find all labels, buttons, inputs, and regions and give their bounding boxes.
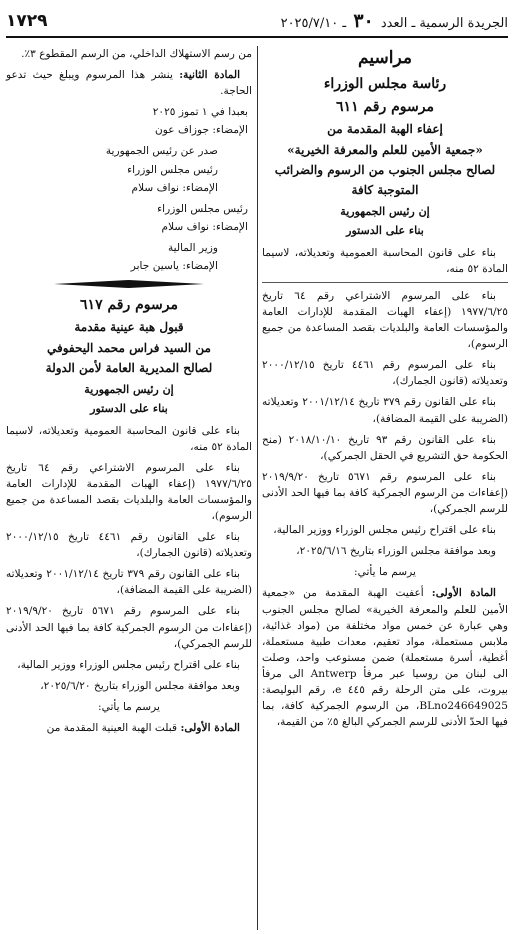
page-header [6,6,508,38]
article-2-text: ينشر هذا المرسوم ويبلغ حيث تدعو الحاجة. [6,69,252,98]
right-column [262,46,508,934]
preamble-617-3: بناء على القانون رقم ٤٤٦١ تاريخ ٢٠٠٠/١٢/١٥ وتعديلاته (قانون الجمارك)، [6,531,252,560]
decree-title-line-4: المتوجبة كافة [351,183,419,198]
article-617-1 [6,720,252,736]
president-line: إن رئيس الجمهورية [340,205,430,219]
decree-617-title-2: من السيد فراس محمد اليحفوفي [46,340,211,355]
authority-title: رئاسة مجلس الوزراء [323,75,447,92]
preamble-3: بناء على المرسوم رقم ٤٤٦١ تاريخ ٢٠٠٠/١٢/١٥ وتعديلاته (قانون الجمارك)، [262,359,508,388]
preamble-6: بناء على المرسوم رقم ٥٦٧١ تاريخ ٢٠١٩/٩/٢٠ (إعفاءات من الرسوم الجمركية كافة بما فيها الحد الأدنى للرسم الجمركي)، [262,470,508,516]
preamble-2: بناء على المرسوم الاشتراعي رقم ٦٤ تاريخ ١٩٧٧/٦/٢٥ (إعفاء الهبات المقدمة للإدارات العامة والمؤسسات العامة والبلديات بقصد المساعدة من جميع الرسوم)، [262,289,508,351]
article-617-1-label: المادة الأولى: [180,722,240,735]
signature-salam-2: الإمضاء: نواف سلام [161,220,248,233]
issued-by: صدر عن رئيس الجمهورية [105,145,218,158]
preamble-8: وبعد موافقة مجلس الوزراء بتاريخ ٢٠٢٥/٦/١٦، [296,545,496,558]
decree-formula: يرسم ما يأتي: [354,566,416,579]
preamble-617-6: بناء على اقتراح رئيس مجلس الوزراء ووزير المالية، [17,658,240,671]
decree-title-line-2: «جمعية الأمين للعلم والمعرفة الخيرية» [287,142,483,157]
article-617-1-text: قبلت الهبة العينية المقدمة من [46,722,178,735]
signing-date: بعبدا في ١ تموز ٢٠٢٥ [152,106,248,119]
preamble-617-1: بناء على قانون المحاسبة العمومية وتعديلاته، لاسيما المادة ٥٢ منه، [6,424,252,453]
constitution-line-2: بناء على الدستور [90,401,168,415]
continuation-text: من رسم الاستهلاك الداخلي، من الرسم المقطوع ٣٪. [21,48,252,60]
preamble-4: بناء على القانون رقم ٣٧٩ تاريخ ٢٠٠١/١٢/١٤ وتعديلاته (الضريبة على القيمة المضافة)، [262,396,508,425]
ornament-divider-icon [54,279,204,289]
article-1-text: أعفيت الهبة المقدمة من «جمعية الأمين للعلم والمعرفة الخيرية» لصالح مجلس الجنوب وهي عبارة عن خمس مواد مختلفة من (مواد غذائية، ملابس مستعملة، مواد تعقيم، معدات طبية مستعملة، أغطية، أسرة مستعملة) ضمن مستوعب واحد، وصلت الى لبنان من روسيا عبر مرفأ Antwerp الى مرفأ بيروت، على متن الرحلة رقم ٤٤٥ e، رقم البوليصة: BLno246649025، من الرسوم الجمركية كافة، بما فيها الحدّ الأدنى للرسم الجمركي البالغ ٥٪ من القيمة، [262,587,508,729]
pm-title-2: رئيس مجلس الوزراء [157,202,248,215]
pm-title: رئيس مجلس الوزراء [127,163,218,176]
article-2-label: المادة الثانية: [179,69,241,82]
left-column [6,46,252,934]
decree-number: مرسوم رقم ٦١١ [336,99,434,116]
decree-617-title-1: قبول هبة عينية مقدمة [74,320,184,335]
preamble-5: بناء على القانون رقم ٩٣ تاريخ ٢٠١٨/١٠/١٠ (منح الحكومة حق التشريع في الحقل الجمركي)، [262,433,508,462]
article-1 [262,585,508,730]
signature-aoun: الإمضاء: جوزاف عون [155,124,248,137]
article-1-label: المادة الأولى: [431,587,496,600]
decree-617-title-3: لصالح المديرية العامة لأمن الدولة [45,360,213,375]
decree-title-line-1: إعفاء الهبة المقدمة من [327,122,443,137]
article-2 [6,67,252,99]
preamble-7: بناء على اقتراح رئيس مجلس الوزراء ووزير المالية، [273,524,496,537]
section-title: مراسيم [358,48,412,68]
column-divider [257,46,258,930]
preamble-617-7: وبعد موافقة مجلس الوزراء بتاريخ ٢٠٢٥/٦/٢٠، [40,679,240,692]
preamble-1: بناء على قانون المحاسبة العمومية وتعديلاته، لاسيما المادة ٥٢ منه، [262,246,508,275]
constitution-line: بناء على الدستور [346,224,424,238]
signature-jaber: الإمضاء: ياسين جابر [130,260,218,273]
separator [262,282,508,283]
finance-minister-title: وزير المالية [167,241,218,254]
decree-title-line-3: لصالح مجلس الجنوب من الرسوم والضرائب [274,162,496,177]
journal-title [281,10,508,32]
preamble-617-5: بناء على المرسوم رقم ٥٦٧١ تاريخ ٢٠١٩/٩/٢٠ (إعفاءات من الرسوم الجمركية كافة بما فيها الحد الأدنى للرسم الجمركي)، [6,605,252,650]
issue-date: ـ ٢٠٢٥/٧/١٠ [280,16,347,31]
preamble-617-2: بناء على المرسوم الاشتراعي رقم ٦٤ تاريخ ١٩٧٧/٦/٢٥ (إعفاء الهبات المقدمة للإدارات العامة والمؤسسات العامة والبلديات بقصد المساعدة من جميع الرسوم)، [6,461,252,522]
page-number: ١٧٢٩ [6,11,48,31]
signature-salam: الإمضاء: نواف سلام [131,181,218,194]
president-line-2: إن رئيس الجمهورية [84,383,174,397]
decree-617-formula: يرسم ما يأتي: [98,700,160,713]
decree-617-number: مرسوم رقم ٦١٧ [80,297,178,314]
issue-number: ٣٠ [353,10,374,32]
journal-name: الجريدة الرسمية ـ العدد [380,16,508,31]
preamble-617-4: بناء على القانون رقم ٣٧٩ تاريخ ٢٠٠١/١٢/١٤ وتعديلاته (الضريبة على القيمة المضافة)، [6,568,252,597]
